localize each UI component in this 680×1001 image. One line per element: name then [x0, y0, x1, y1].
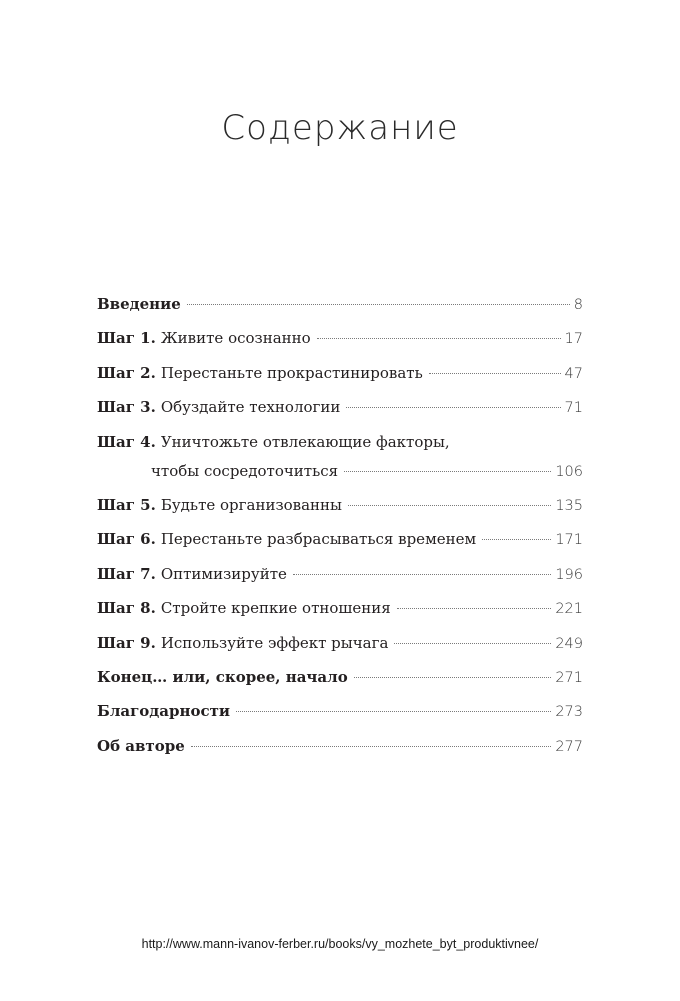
toc-step-label: Шаг 5.	[97, 495, 156, 514]
dot-leader	[191, 746, 552, 747]
page-title: Содержание	[221, 108, 459, 148]
toc-step-label: Шаг 1.	[97, 329, 156, 348]
toc-entry-title: Оптимизируйте	[160, 564, 287, 583]
toc-page-number: 273	[555, 704, 583, 721]
toc-entry-step-8[interactable]	[97, 598, 583, 619]
toc-entry-title: Живите осознанно	[160, 329, 311, 348]
dot-leader	[236, 711, 551, 712]
toc-page-number: 135	[555, 497, 583, 514]
toc-page-number: 196	[555, 566, 583, 583]
dot-leader	[397, 608, 552, 609]
dot-leader	[346, 407, 560, 408]
toc-entry-title: Перестаньте прокрастинировать	[160, 363, 423, 382]
toc-entry-title: Будьте организованны	[160, 495, 342, 514]
toc-page-number: 171	[555, 532, 583, 549]
toc-page-number: 106	[555, 463, 583, 480]
table-of-contents	[97, 294, 583, 770]
toc-entry-step-6[interactable]	[97, 529, 583, 550]
toc-entry-title: Конец… или, скорее, начало	[97, 667, 348, 686]
toc-entry-title: Обуздайте технологии	[160, 398, 341, 417]
toc-entry-line-2	[97, 461, 583, 482]
toc-step-label: Шаг 3.	[97, 398, 156, 417]
toc-entry-title: Стройте крепкие отношения	[160, 599, 391, 618]
toc-entry-step-7[interactable]	[97, 564, 583, 585]
toc-page-number: 277	[555, 738, 583, 755]
toc-entry-title: Об авторе	[97, 736, 185, 755]
toc-step-label: Шаг 2.	[97, 363, 156, 382]
toc-entry-acknowledgements[interactable]	[97, 701, 583, 722]
dot-leader	[293, 574, 551, 575]
toc-page-number: 71	[564, 400, 583, 417]
dot-leader	[429, 373, 561, 374]
toc-page-number: 47	[564, 365, 583, 382]
toc-entry-label	[97, 432, 583, 482]
toc-entry-step-4[interactable]	[97, 432, 583, 482]
dot-leader	[344, 471, 551, 472]
dot-leader	[482, 539, 551, 540]
toc-entry-title: Используйте эффект рычага	[160, 633, 389, 652]
toc-page-number: 221	[555, 601, 583, 618]
dot-leader	[394, 643, 551, 644]
toc-step-label: Шаг 7.	[97, 564, 156, 583]
toc-page-number: 8	[573, 297, 583, 313]
footer-source-link[interactable]: http://www.mann-ivanov-ferber.ru/books/vy_mozhete_byt_produktivnee/	[141, 937, 539, 951]
toc-entry-title: Уничтожьте отвлекающие факторы,	[160, 432, 450, 451]
toc-step-label: Шаг 8.	[97, 599, 156, 618]
toc-entry-title: Введение	[97, 295, 181, 313]
toc-page-number: 17	[564, 331, 583, 348]
toc-step-label: Шаг 6.	[97, 530, 156, 549]
dot-leader	[317, 338, 561, 339]
toc-entry-title: Благодарности	[97, 702, 231, 721]
toc-entry-step-1[interactable]	[97, 328, 583, 349]
toc-entry-step-3[interactable]	[97, 397, 583, 418]
toc-entry-step-5[interactable]	[97, 495, 583, 516]
toc-entry-about-author[interactable]	[97, 736, 583, 757]
dot-leader	[187, 304, 570, 305]
toc-entry-title-continued: чтобы сосредоточиться	[151, 461, 339, 480]
toc-step-label: Шаг 9.	[97, 633, 156, 652]
toc-page-number: 271	[555, 669, 583, 686]
toc-step-label: Шаг 4.	[97, 432, 156, 451]
dot-leader	[354, 677, 552, 678]
toc-entry-ending[interactable]	[97, 667, 583, 688]
toc-entry-step-2[interactable]	[97, 363, 583, 384]
toc-entry-line-1	[97, 432, 583, 452]
dot-leader	[348, 505, 551, 506]
toc-entry-step-9[interactable]	[97, 633, 583, 654]
toc-entry-title: Перестаньте разбрасываться временем	[160, 530, 477, 549]
toc-page-number: 249	[555, 635, 583, 652]
toc-entry-introduction[interactable]	[97, 294, 583, 315]
